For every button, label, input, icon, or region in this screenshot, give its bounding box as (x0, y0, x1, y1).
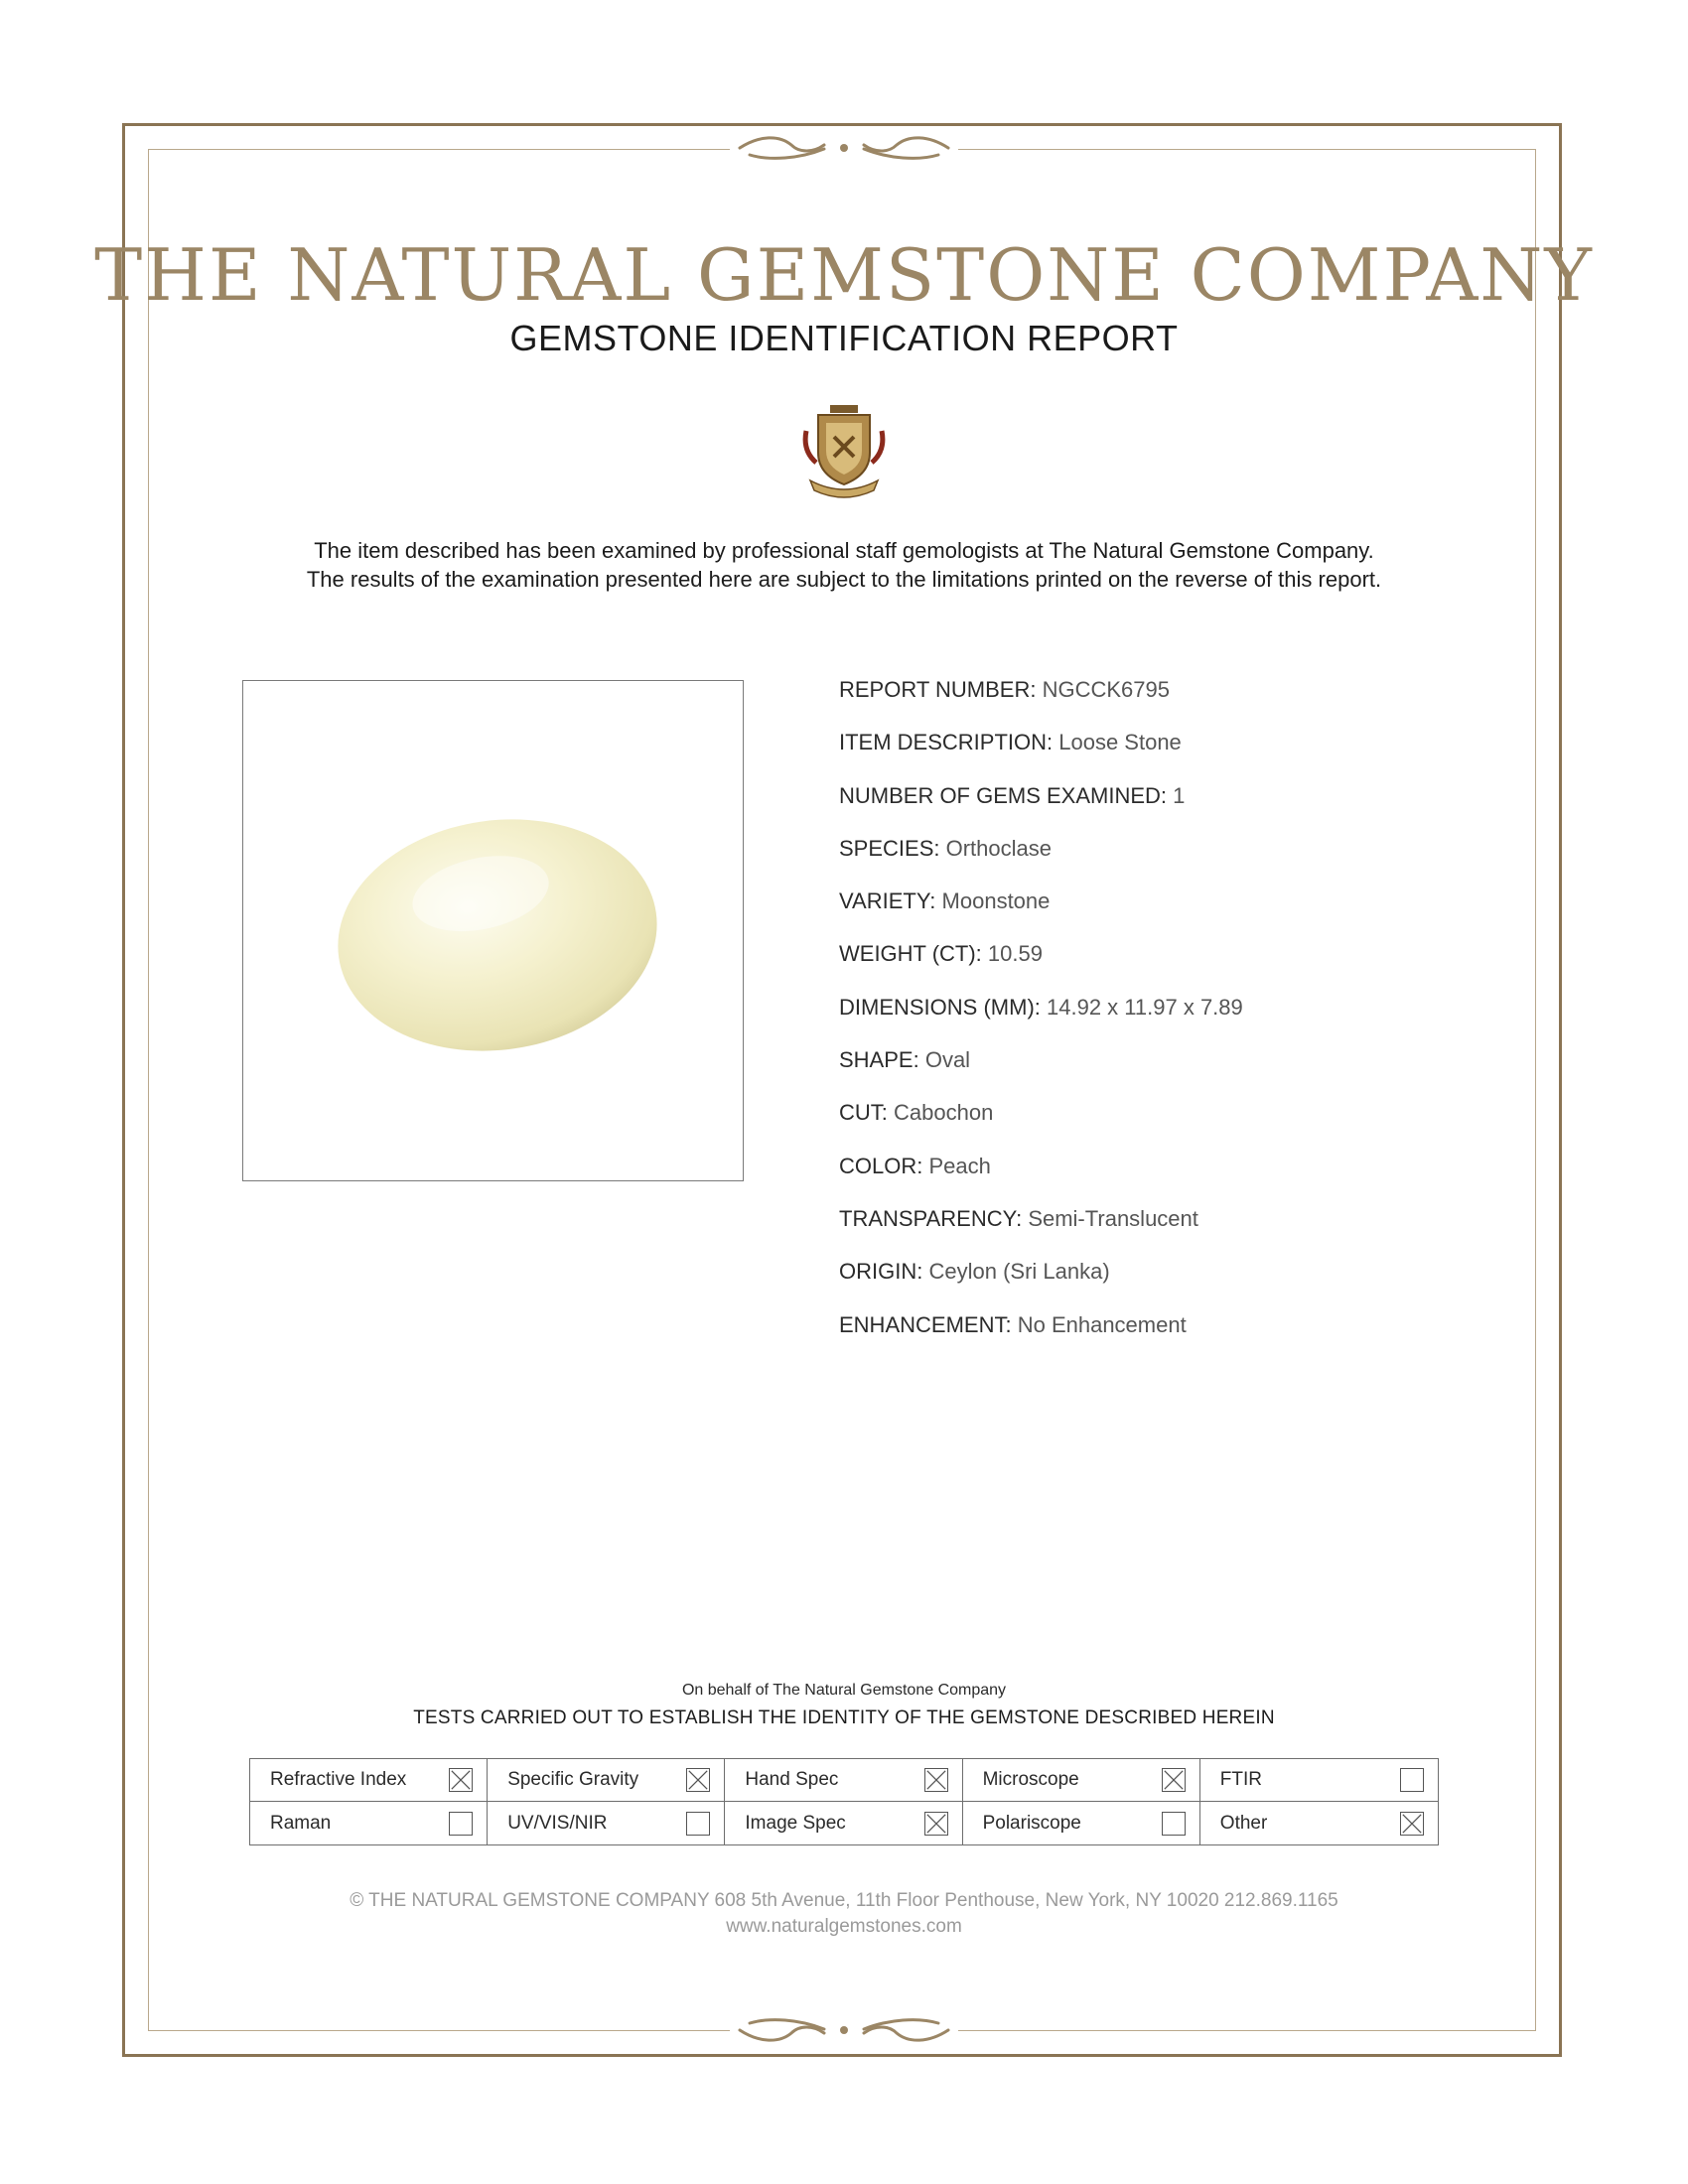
checked-box-icon (1400, 1812, 1424, 1836)
test-refractive-index: Refractive Index (250, 1759, 488, 1802)
unchecked-box-icon (449, 1812, 473, 1836)
checked-box-icon (1162, 1768, 1186, 1792)
test-ftir: FTIR (1200, 1759, 1438, 1802)
bottom-ornament-icon (730, 2015, 958, 2045)
test-hand-spec: Hand Spec (725, 1759, 962, 1802)
gemstone-photo (242, 680, 744, 1181)
unchecked-box-icon (1162, 1812, 1186, 1836)
top-ornament-icon (730, 133, 958, 163)
footer (0, 1888, 1688, 1940)
field-shape: SHAPE: Oval (839, 1047, 971, 1073)
footer-website: www.naturalgemstones.com (726, 1916, 962, 1937)
field-origin: ORIGIN: Ceylon (Sri Lanka) (839, 1259, 1110, 1285)
field-gems-examined: NUMBER OF GEMS EXAMINED: 1 (839, 782, 1186, 808)
checked-box-icon (686, 1768, 710, 1792)
test-other: Other (1200, 1802, 1438, 1844)
report-title: GEMSTONE IDENTIFICATION REPORT (509, 318, 1179, 358)
field-color: COLOR: Peach (839, 1153, 991, 1178)
intro-text (0, 536, 1688, 594)
intro-line-2: The results of the examination presented here are subject to the limitations printed on the reverse of this report. (306, 567, 1382, 592)
test-specific-gravity: Specific Gravity (488, 1759, 725, 1802)
footer-address: © THE NATURAL GEMSTONE COMPANY 608 5th Avenue, 11th Floor Penthouse, New York, NY 10020 212.869.1165 (350, 1890, 1338, 1911)
checked-box-icon (449, 1768, 473, 1792)
intro-line-1: The item described has been examined by professional staff gemologists at The Natural Gemstone Company. (314, 538, 1374, 563)
field-cut: CUT: Cabochon (839, 1100, 994, 1126)
field-enhancement: ENHANCEMENT: No Enhancement (839, 1311, 1187, 1337)
company-crest-logo (800, 401, 888, 500)
field-transparency: TRANSPARENCY: Semi-Translucent (839, 1205, 1198, 1231)
test-polariscope: Polariscope (963, 1802, 1200, 1844)
tests-heading: TESTS CARRIED OUT TO ESTABLISH THE IDENTITY OF THE GEMSTONE DESCRIBED HEREIN (413, 1707, 1275, 1728)
field-report-number: REPORT NUMBER: NGCCK6795 (839, 677, 1170, 702)
field-variety: VARIETY: Moonstone (839, 888, 1051, 914)
field-weight: WEIGHT (CT): 10.59 (839, 941, 1043, 967)
checked-box-icon (924, 1768, 948, 1792)
report-fields (839, 675, 1594, 1363)
behalf-text: On behalf of The Natural Gemstone Company (681, 1682, 1007, 1699)
tests-table (249, 1758, 1439, 1845)
unchecked-box-icon (1400, 1768, 1424, 1792)
brand-name: THE NATURAL GEMSTONE COMPANY (94, 233, 1594, 317)
field-dimensions: DIMENSIONS (MM): 14.92 x 11.97 x 7.89 (839, 994, 1243, 1020)
test-raman: Raman (250, 1802, 488, 1844)
field-species: SPECIES: Orthoclase (839, 835, 1052, 861)
unchecked-box-icon (686, 1812, 710, 1836)
checked-box-icon (924, 1812, 948, 1836)
field-item-description: ITEM DESCRIPTION: Loose Stone (839, 730, 1182, 755)
test-microscope: Microscope (963, 1759, 1200, 1802)
test-image-spec: Image Spec (725, 1802, 962, 1844)
test-uv-vis-nir: UV/VIS/NIR (488, 1802, 725, 1844)
